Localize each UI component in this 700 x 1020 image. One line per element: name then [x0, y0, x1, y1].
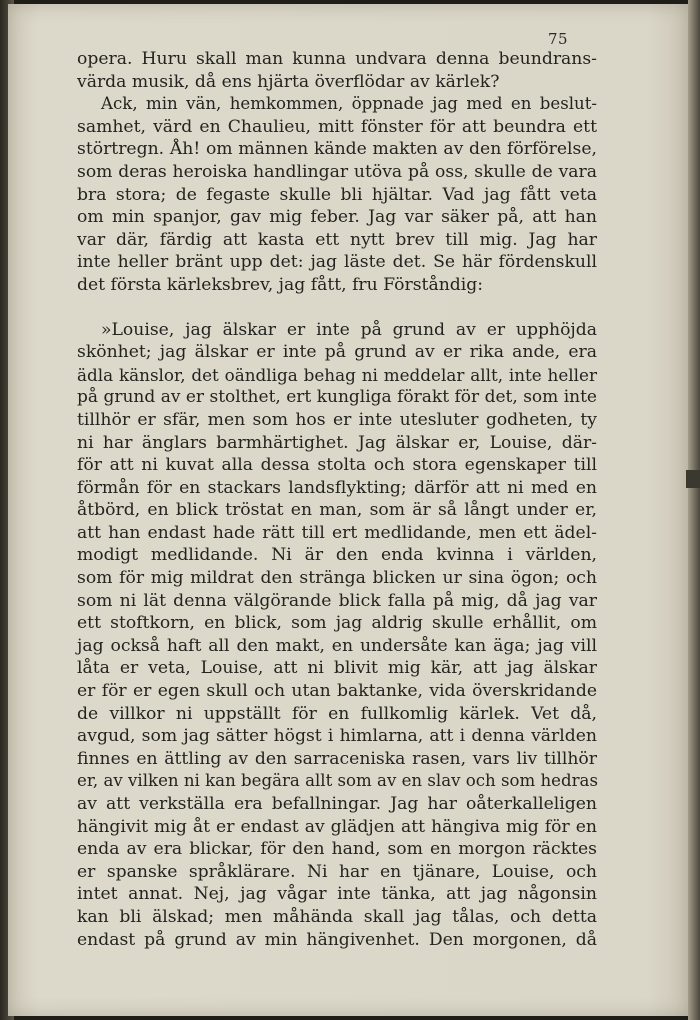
text-line: åtbörd, en blick tröstat en man, som är så långt under er, — [77, 500, 597, 521]
text-line: det första kärleksbrev, jag fått, fru Förståndig: — [77, 274, 484, 295]
text-line: för att ni kuvat alla dessa stolta och stora egenskaper till — [77, 455, 597, 476]
text-line: av att verkställa era befallningar. Jag har oåterkalleligen — [77, 794, 597, 814]
paragraph-gap — [77, 297, 597, 319]
text-line: enda av era blickar, för den hand, som en morgon räcktes — [77, 839, 597, 860]
text-line: er spanske språklärare. Ni har en tjänare, Louise, och — [77, 861, 597, 882]
text-line: tillhör er sfär, men som hos er inte utesluter godheten, ty — [77, 409, 597, 430]
text-line: de villkor ni uppställt för en fullkomlig kärlek. Vet då, — [77, 703, 597, 724]
text-line: ädla känslor, det oändliga behag ni meddelar allt, inte heller — [77, 364, 597, 385]
text-line: hängivit mig åt er endast av glädjen att hängiva mig för en — [77, 816, 597, 837]
text-line: om min spanjor, gav mig feber. Jag var säker på, att han — [77, 207, 597, 228]
text-line: låta er veta, Louise, att ni blivit mig kär, att jag älskar — [77, 658, 597, 679]
text-line: att han endast hade rätt till ert medlidande, men ett ädel- — [77, 522, 597, 543]
text-line: er, av vilken ni kan begära allt som av en slav och som hedras — [77, 771, 598, 791]
text-line: modigt medlidande. Ni är den enda kvinna i världen, — [77, 545, 597, 566]
text-line: finnes en ättling av den sarraceniska rasen, vars liv tillhör — [77, 748, 597, 769]
text-line: störtregn. Åh! om männen kände makten av den förförelse, — [77, 139, 597, 160]
text-line: opera. Huru skall man kunna undvara denna beundrans- — [77, 49, 597, 69]
text-line: ni har änglars barmhärtighet. Jag älskar er, Louise, där- — [77, 432, 597, 453]
body-text — [77, 48, 597, 951]
text-line: värda musik, då ens hjärta överflödar av kärlek? — [77, 71, 500, 92]
text-line: jag också haft all den makt, en undersåte kan äga; jag vill — [77, 635, 597, 656]
text-line: som ni lät denna välgörande blick falla på mig, då jag var — [77, 590, 597, 611]
text-line: endast på grund av min hängivenhet. Den morgonen, då — [77, 929, 597, 950]
text-line: ett stoftkorn, en blick, som jag aldrig skulle erhållit, om — [77, 613, 597, 634]
paragraph — [77, 48, 597, 93]
text-line: var där, färdig att kasta ett nytt brev till mig. Jag har — [77, 229, 597, 250]
page-edge — [688, 0, 700, 1020]
text-line: som för mig mildrat den stränga blicken ur sina ögon; och — [77, 568, 597, 589]
text-line: intet annat. Nej, jag vågar inte tänka, att jag någonsin — [77, 884, 597, 905]
text-line: som deras heroiska handlingar utöva på oss, skulle de vara — [77, 161, 597, 182]
letter-paragraph — [77, 319, 597, 952]
text-line: på grund av er stolthet, ert kungliga förakt för det, som inte — [77, 387, 597, 408]
page-number: 75 — [548, 30, 569, 48]
text-line: »Louise, jag älskar er inte på grund av er upphöjda — [101, 319, 597, 340]
text-line: er för er egen skull och utan baktanke, vida överskridande — [77, 681, 597, 702]
text-line: samhet, värd en Chaulieu, mitt fönster för att beundra ett — [77, 116, 597, 137]
text-line: Ack, min vän, hemkommen, öppnade jag med en beslut- — [101, 94, 597, 114]
text-line: bra stora; de fegaste skulle bli hjältar. Vad jag fått veta — [77, 184, 597, 205]
text-line: inte heller bränt upp det: jag läste det. Se här fördenskull — [77, 252, 597, 273]
text-line: kan bli älskad; men måhända skall jag tålas, och detta — [77, 906, 597, 927]
bookmark-tab — [686, 470, 700, 488]
text-line: avgud, som jag sätter högst i himlarna, att i denna världen — [77, 726, 597, 747]
text-line: skönhet; jag älskar er inte på grund av er rika ande, era — [77, 342, 597, 363]
text-line: förmån för en stackars landsflykting; därför att ni med en — [77, 477, 597, 498]
paragraph — [77, 93, 597, 296]
